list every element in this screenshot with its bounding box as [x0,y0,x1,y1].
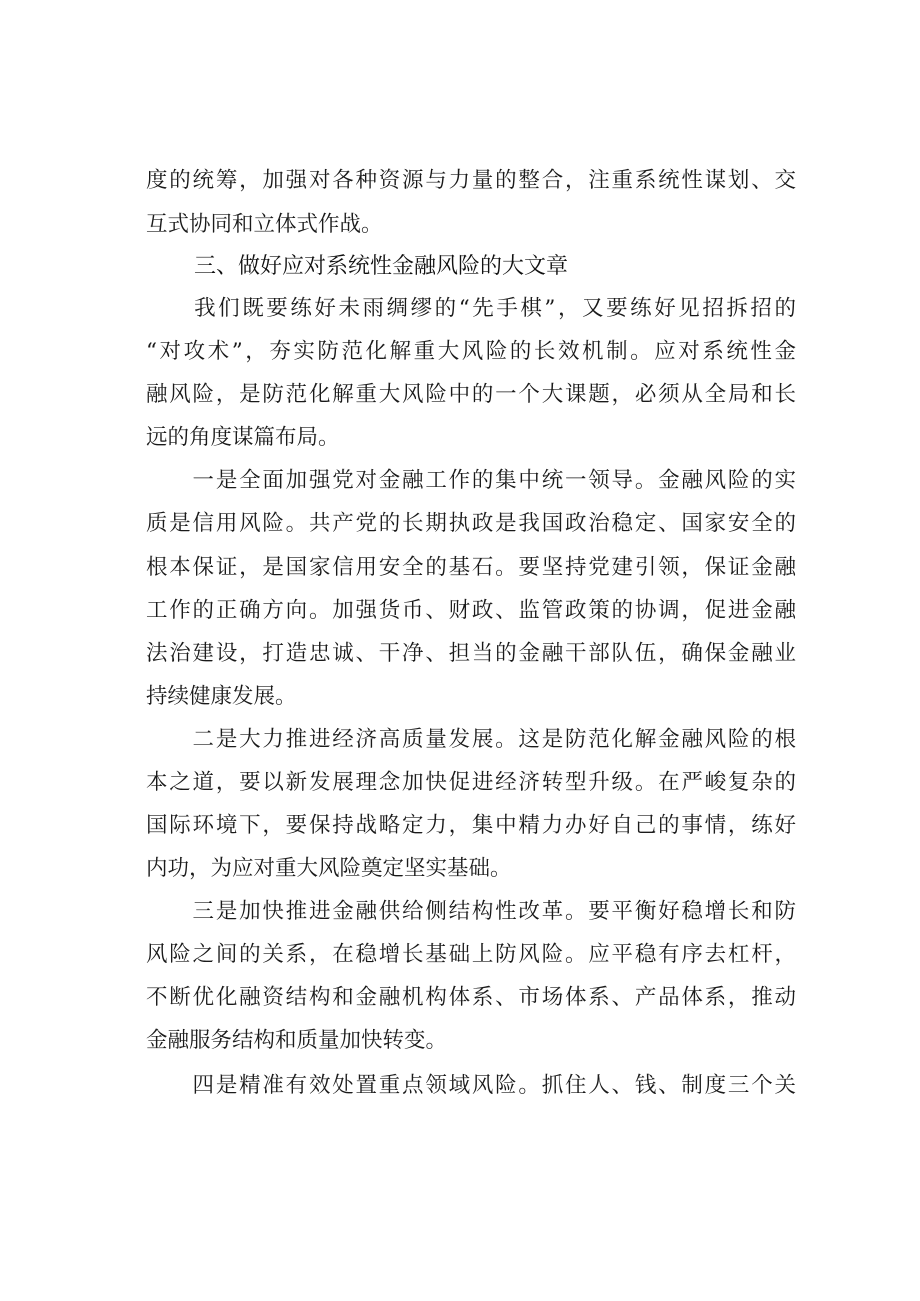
text-line: 内功，为应对重大风险奠定坚实基础。 [146,856,512,881]
text-line: 四是精准有效处置重点领域风险。抓住人、钱、制度三个关 [146,1073,796,1098]
text-line: 国际环境下，要保持战略定力，集中精力办好自己的事情，练好 [146,813,796,838]
text-line: 根本保证，是国家信用安全的基石。要坚持党建引领，保证金融 [146,555,796,580]
text-line: 不断优化融资结构和金融机构体系、市场体系、产品体系，推动 [146,985,796,1010]
text-line: 三是加快推进金融供给侧结构性改革。要平衡好稳增长和防 [146,899,796,924]
section-heading: 三、做好应对系统性金融风险的大文章 [194,254,569,279]
text-line: 融风险，是防范化解重大风险中的一个大课题，必须从全局和长 [146,382,796,407]
text-line: 二是大力推进经济高质量发展。这是防范化解金融风险的根 [146,727,796,752]
text-line: 我们既要练好未雨绸缪的“先手棋”，又要练好见招拆招的 [146,296,796,321]
text-line: 度的统筹，加强对各种资源与力量的整合，注重系统性谋划、交 [146,168,796,193]
text-line: 一是全面加强党对金融工作的集中统一领导。金融风险的实 [146,468,796,493]
text-line: 远的角度谋篇布局。 [146,425,340,450]
text-line: 互式协同和立体式作战。 [146,212,383,237]
text-line: 持续健康发展。 [146,684,297,709]
text-line: 法治建设，打造忠诚、干净、担当的金融干部队伍，确保金融业 [146,641,796,666]
text-line: 工作的正确方向。加强货币、财政、监管政策的协调，促进金融 [146,598,796,623]
text-line: 本之道，要以新发展理念加快促进经济转型升级。在严峻复杂的 [146,770,796,795]
text-line: 质是信用风险。共产党的长期执政是我国政治稳定、国家安全的 [146,511,796,536]
text-line: 风险之间的关系，在稳增长基础上防风险。应平稳有序去杠杆， [146,942,796,967]
text-line: 金融服务结构和质量加快转变。 [146,1028,448,1053]
text-line: “对攻术”，夯实防范化解重大风险的长效机制。应对系统性金 [146,339,796,364]
